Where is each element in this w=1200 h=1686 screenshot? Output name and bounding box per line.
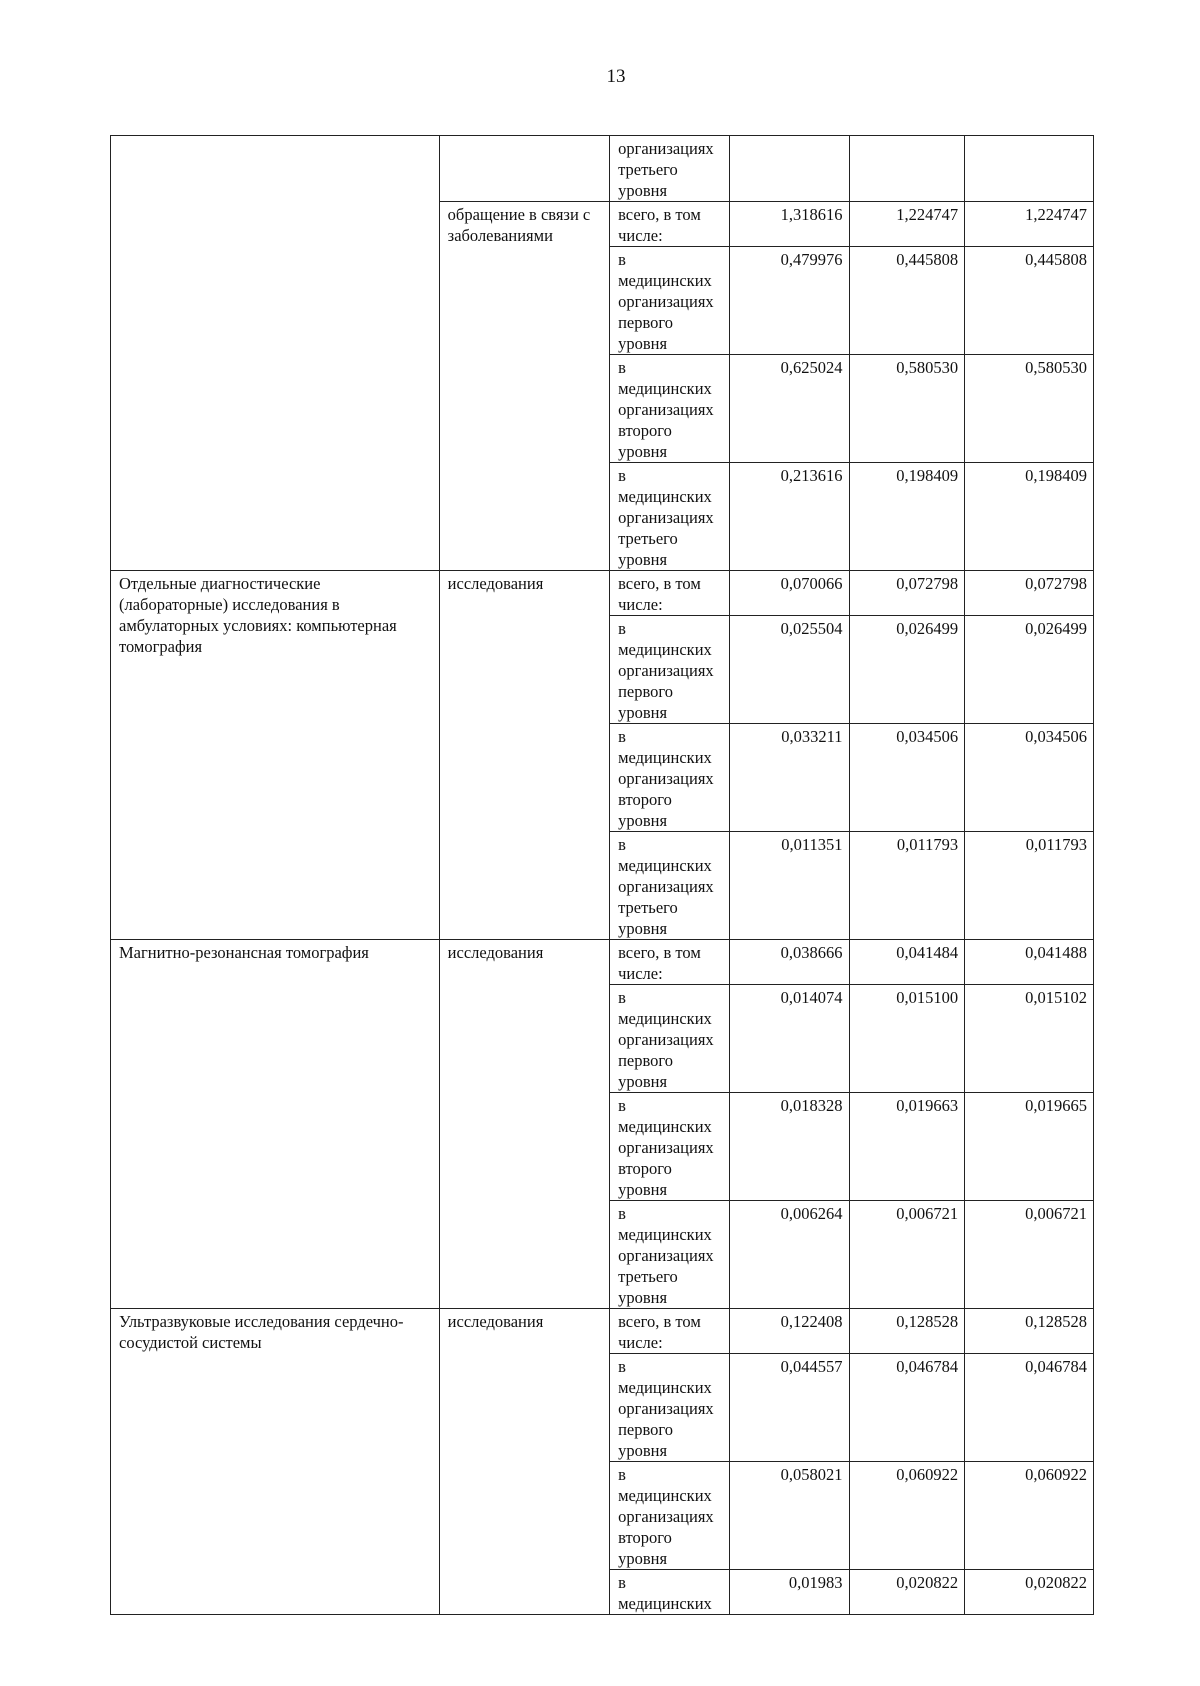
value-cell: 1,224747 — [965, 202, 1094, 247]
value-cell: 0,018328 — [729, 1093, 849, 1201]
service-name-cell: Магнитно-резонансная томография — [111, 940, 440, 1309]
value-cell: 0,046784 — [965, 1354, 1094, 1462]
value-cell: 0,011793 — [965, 832, 1094, 940]
level-cell: в медицинских организациях первого уровня — [610, 247, 730, 355]
table-row — [111, 571, 1094, 616]
level-cell: в медицинских организациях третьего уровня — [610, 1201, 730, 1309]
unit-cell: исследования — [439, 571, 609, 940]
value-cell: 0,006264 — [729, 1201, 849, 1309]
value-cell: 0,014074 — [729, 985, 849, 1093]
level-cell: всего, в том числе: — [610, 571, 730, 616]
level-cell: всего, в том числе: — [610, 1309, 730, 1354]
value-cell: 0,072798 — [849, 571, 965, 616]
level-cell: всего, в том числе: — [610, 940, 730, 985]
page-number: 13 — [606, 66, 626, 87]
unit-cell: исследования — [439, 1309, 609, 1615]
value-cell: 0,580530 — [965, 355, 1094, 463]
value-cell: 0,038666 — [729, 940, 849, 985]
service-name-cell: Отдельные диагностические (лабораторные) исследования в амбулаторных условиях: компьютерная томография — [111, 571, 440, 940]
value-cell: 0,019665 — [965, 1093, 1094, 1201]
value-cell — [965, 136, 1094, 202]
value-cell: 0,058021 — [729, 1462, 849, 1570]
level-cell: в медицинских организациях первого уровня — [610, 1354, 730, 1462]
value-cell: 0,011351 — [729, 832, 849, 940]
value-cell: 0,198409 — [965, 463, 1094, 571]
value-cell: 0,128528 — [965, 1309, 1094, 1354]
value-cell: 0,070066 — [729, 571, 849, 616]
value-cell: 0,041484 — [849, 940, 965, 985]
value-cell: 0,026499 — [849, 616, 965, 724]
value-cell: 0,026499 — [965, 616, 1094, 724]
unit-cell — [439, 136, 609, 202]
value-cell: 0,580530 — [849, 355, 965, 463]
value-cell: 0,015100 — [849, 985, 965, 1093]
table-row — [111, 1309, 1094, 1354]
value-cell: 0,015102 — [965, 985, 1094, 1093]
value-cell: 0,625024 — [729, 355, 849, 463]
value-cell: 0,006721 — [965, 1201, 1094, 1309]
table-row — [111, 136, 1094, 202]
value-cell: 0,072798 — [965, 571, 1094, 616]
value-cell: 0,011793 — [849, 832, 965, 940]
value-cell: 0,020822 — [965, 1570, 1094, 1615]
table-row — [111, 940, 1094, 985]
value-cell: 0,060922 — [849, 1462, 965, 1570]
value-cell: 0,019663 — [849, 1093, 965, 1201]
value-cell: 0,020822 — [849, 1570, 965, 1615]
level-cell: в медицинских организациях первого уровня — [610, 985, 730, 1093]
value-cell: 0,479976 — [729, 247, 849, 355]
level-cell: в медицинских организациях второго уровня — [610, 1093, 730, 1201]
value-cell: 1,224747 — [849, 202, 965, 247]
value-cell: 0,033211 — [729, 724, 849, 832]
value-cell: 0,044557 — [729, 1354, 849, 1462]
value-cell: 0,122408 — [729, 1309, 849, 1354]
value-cell: 0,041488 — [965, 940, 1094, 985]
value-cell: 0,034506 — [965, 724, 1094, 832]
unit-cell: обращение в связи с заболеваниями — [439, 202, 609, 571]
level-cell: в медицинских организациях второго уровня — [610, 724, 730, 832]
level-cell: организациях третьего уровня — [610, 136, 730, 202]
value-cell: 0,445808 — [965, 247, 1094, 355]
value-cell: 0,128528 — [849, 1309, 965, 1354]
value-cell: 0,060922 — [965, 1462, 1094, 1570]
value-cell — [729, 136, 849, 202]
data-table — [110, 135, 1094, 1615]
level-cell: в медицинских организациях первого уровня — [610, 616, 730, 724]
value-cell: 0,198409 — [849, 463, 965, 571]
value-cell: 1,318616 — [729, 202, 849, 247]
value-cell: 0,01983 — [729, 1570, 849, 1615]
value-cell: 0,025504 — [729, 616, 849, 724]
level-cell: в медицинских — [610, 1570, 730, 1615]
value-cell: 0,213616 — [729, 463, 849, 571]
value-cell: 0,006721 — [849, 1201, 965, 1309]
unit-cell: исследования — [439, 940, 609, 1309]
value-cell: 0,034506 — [849, 724, 965, 832]
level-cell: всего, в том числе: — [610, 202, 730, 247]
level-cell: в медицинских организациях второго уровня — [610, 355, 730, 463]
value-cell: 0,445808 — [849, 247, 965, 355]
level-cell: в медицинских организациях третьего уровня — [610, 832, 730, 940]
level-cell: в медицинских организациях второго уровня — [610, 1462, 730, 1570]
service-name-cell — [111, 136, 440, 571]
value-cell — [849, 136, 965, 202]
level-cell: в медицинских организациях третьего уровня — [610, 463, 730, 571]
value-cell: 0,046784 — [849, 1354, 965, 1462]
service-name-cell: Ультразвуковые исследования сердечно-сосудистой системы — [111, 1309, 440, 1615]
